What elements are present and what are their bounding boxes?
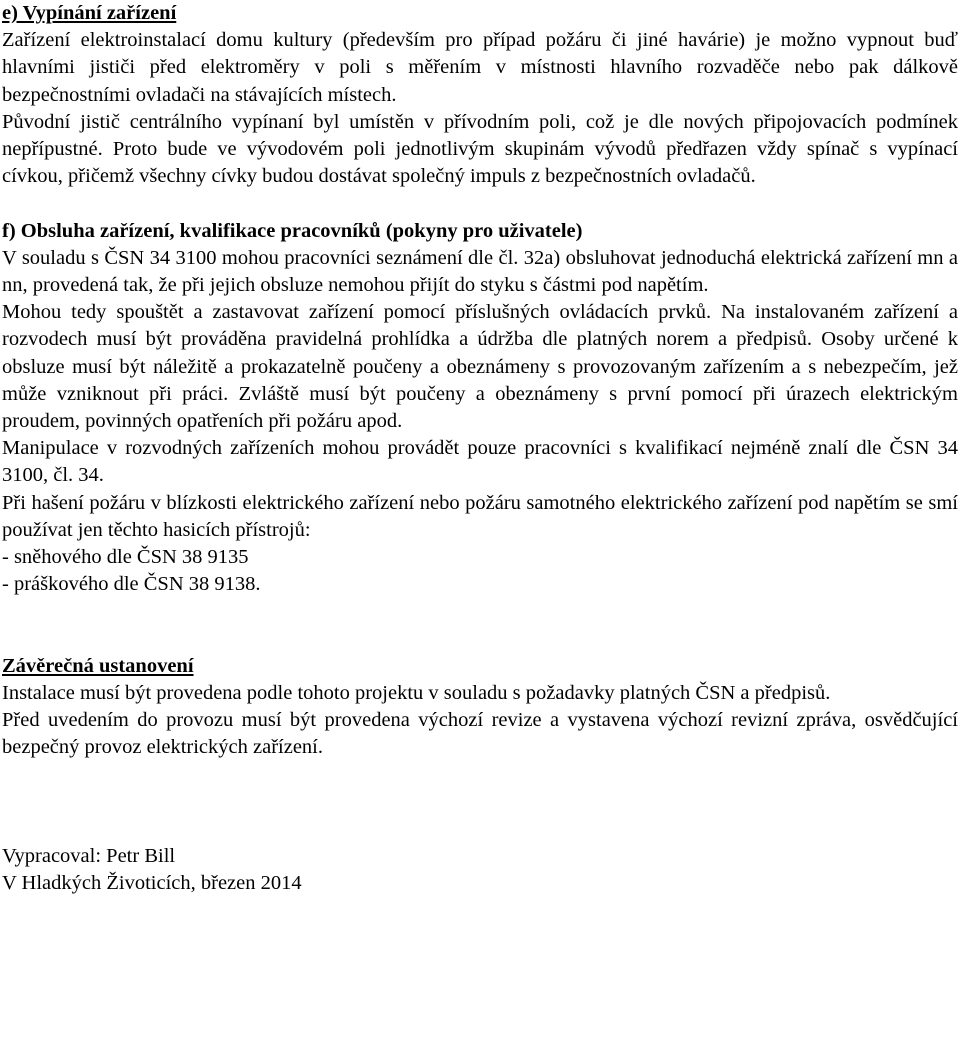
signature-block bbox=[2, 843, 958, 897]
extinguisher-list-item: - práškového dle ČSN 38 9138. bbox=[2, 573, 261, 596]
section-f-paragraph-1: V souladu s ČSN 34 3100 mohou pracovníci seznámení dle čl. 32a) obsluhovat jednoduchá elektrická zařízení mn a nn, provedená tak, že při jejich obsluze nemohou přijít do styku s částmi pod napětím. bbox=[2, 246, 958, 297]
section-final-provisions bbox=[2, 653, 958, 762]
final-paragraph-1: Instalace musí být provedena podle tohoto projektu v souladu s požadavky platných ČSN a předpisů. bbox=[2, 682, 831, 705]
place-and-date: V Hladkých Životicích, březen 2014 bbox=[2, 872, 302, 895]
spacer bbox=[2, 598, 958, 652]
final-heading: Závěrečná ustanovení bbox=[2, 654, 194, 677]
section-f-paragraph-3: Manipulace v rozvodných zařízeních mohou provádět pouze pracovníci s kvalifikací nejméně znalí dle ČSN 34 3100, čl. 34. bbox=[2, 437, 958, 487]
final-paragraph-2: Před uvedením do provozu musí být provedena výchozí revize a vystavena výchozí revizní zpráva, osvědčující bezpečný provoz elektrických zařízení. bbox=[2, 709, 958, 759]
spacer bbox=[2, 190, 958, 217]
section-switching-off bbox=[2, 0, 958, 190]
section-e-paragraph-2: Původní jistič centrálního vypínaní byl umístěn v přívodním poli, což je dle nových připojovacích podmínek nepřípustné. Proto bude ve vývodovém poli jednotlivým skupinám vývodů předřazen vždy spínač s vypínací cívkou, přičemž všechny cívky budou dostávat společný impuls z bezpečnostních ovladačů. bbox=[2, 110, 958, 188]
section-f-heading: f) Obsluha zařízení, kvalifikace pracovníků (pokyny pro uživatele) bbox=[2, 219, 583, 242]
section-f-paragraph-2: Mohou tedy spouštět a zastavovat zařízení pomocí příslušných ovládacích prvků. Na instalovaném zařízení a rozvodech musí být prováděna pravidelná prohlídka a údržba dle platných norem a předpisů. Osoby určené k obsluze musí být náležitě a prokazatelně poučeny a obeznámeny s provozovaným zařízením a s nebezpečím, jež může vzniknout při práci. Zvláště musí být poučeny a obeznámeny s první pomocí při úrazech elektrickým proudem, povinných opatřeních při požáru apod. bbox=[2, 301, 958, 433]
spacer bbox=[2, 762, 958, 844]
extinguisher-list-item: - sněhového dle ČSN 38 9135 bbox=[2, 546, 249, 569]
document-page bbox=[2, 0, 958, 898]
prepared-by: Vypracoval: Petr Bill bbox=[2, 845, 176, 868]
section-e-paragraph-1: Zařízení elektroinstalací domu kultury (především pro případ požáru či jiné havárie) je možno vypnout buď hlavními jističi před elektroměry v poli s měřením v místnosti hlavního rozvaděče nebo pak dálkově bezpečnostními ovladači na stávajících místech. bbox=[2, 29, 958, 106]
section-f-paragraph-4: Při hašení požáru v blízkosti elektrického zařízení nebo požáru samotného elektrického zařízení pod napětím se smí používat jen těchto hasicích přístrojů: bbox=[2, 491, 958, 541]
section-operation bbox=[2, 218, 958, 599]
section-e-heading: e) Vypínání zařízení bbox=[2, 2, 177, 24]
